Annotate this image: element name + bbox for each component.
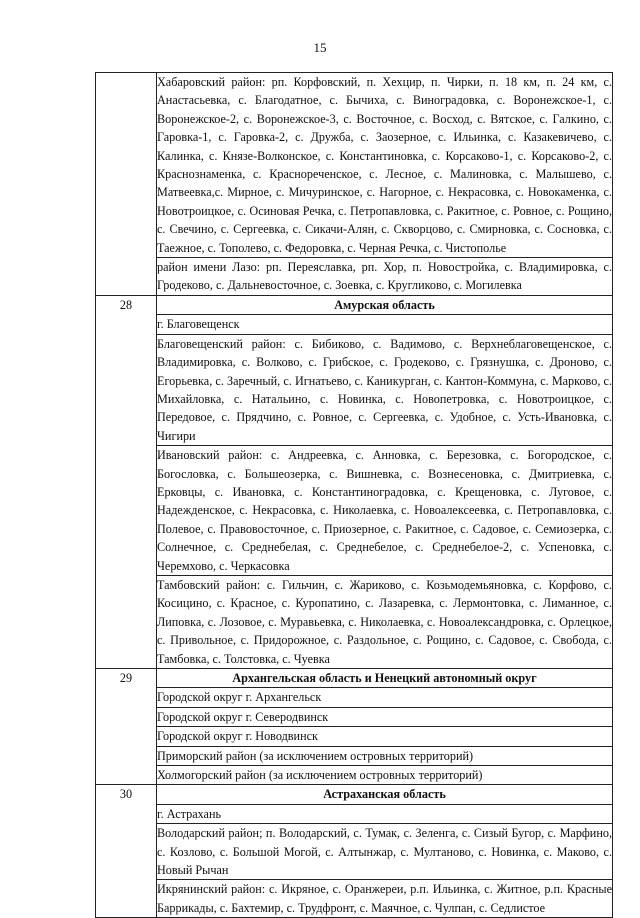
novodvinsk-city-cell: Городской округ г. Новодвинск [157, 727, 613, 746]
region-heading-arkhangelsk: Архангельская область и Ненецкий автономный округ [157, 669, 613, 688]
region-heading-amur: Амурская область [157, 295, 613, 314]
table-row [96, 804, 613, 823]
table-row [96, 258, 613, 296]
row-number-28: 28 [96, 295, 157, 668]
table-row [96, 785, 613, 804]
severodvinsk-city-cell: Городской округ г. Северодвинск [157, 707, 613, 726]
table-row [96, 446, 613, 576]
table-row [96, 575, 613, 668]
blagoveshchensk-city-cell: г. Благовещенск [157, 315, 613, 334]
ivanovsky-district-cell: Ивановский район: с. Андреевка, с. Анновка, с. Березовка, с. Богородское, с. Богословка, с. Большеозерка, с. Вишневка, с. Вознесеновка, с. Дмитриевка, с. Ерковцы, с. Ивановка, с. Константиноградовка, с. Крещеновка, с. Луговое, с. Надежденское, с. Некрасовка, с. Николаевка, с. Новоалексеевка, с. Петропавловка, с. Полевое, с. Правовосточное, с. Приозерное, с. Ракитное, с. Садовое, с. Семиозерка, с. Солнечное, с. Среднебелая, с. Среднебелое, с. Среднебелое-2, с. Успеновка, с. Черемхово, с. Черкасовка [157, 446, 613, 576]
table-row [96, 766, 613, 785]
table-row [96, 746, 613, 765]
ikryaninsky-district-cell: Икрянинский район: с. Икряное, с. Оранжереи, р.п. Ильинка, с. Житное, р.п. Красные Баррикады, с. Бахтемир, с. Трудфронт, с. Маячное, с. Чулпан, с. Седлистое [157, 880, 613, 918]
row-number-cell [96, 73, 157, 296]
lazo-district-cell: район имени Лазо: рп. Переяславка, рп. Хор, п. Новостройка, с. Владимировка, с. Гродеково, с. Дальневосточное, с. Зоевка, с. Кругликово, с. Могилевка [157, 258, 613, 296]
table-row [96, 707, 613, 726]
table-row [96, 727, 613, 746]
kholmogorsky-district-cell: Холмогорский район (за исключением островных территорий) [157, 766, 613, 785]
row-number-30: 30 [96, 785, 157, 918]
table-row [96, 334, 613, 445]
table-row [96, 73, 613, 258]
page-number: 15 [313, 40, 327, 55]
astrakhan-city-cell: г. Астрахань [157, 804, 613, 823]
table-row [96, 880, 613, 918]
arkhangelsk-city-cell: Городской округ г. Архангельск [157, 688, 613, 707]
tambovsky-district-cell: Тамбовский район: с. Гильчин, с. Жариково, с. Козьмодемьяновка, с. Корфово, с. Косицино, с. Красное, с. Куропатино, с. Лазаревка, с. Лермонтовка, с. Лиманное, с. Липовка, с. Лозовое, с. Муравьевка, с. Николаевка, с. Новоалександровка, с. Орлецкое, с. Привольное, с. Придорожное, с. Раздольное, с. Рощино, с. Садовое, с. Свобода, с. Тамбовка, с. Толстовка, с. Чуевка [157, 575, 613, 668]
table-row [96, 669, 613, 688]
region-heading-astrakhan: Астраханская область [157, 785, 613, 804]
row-number-29: 29 [96, 669, 157, 785]
settlements-table [95, 72, 613, 918]
blagoveshchensk-district-cell: Благовещенский район: с. Бибиково, с. Вадимово, с. Верхнеблаговещенское, с. Владимировка, с. Волково, с. Грибское, с. Гродеково, с. Грязнушка, с. Дроново, с. Егорьевка, с. Заречный, с. Игнатьево, с. Каникурган, с. Кантон-Коммуна, с. Марково, с. Михайловка, с. Натальино, с. Новинка, с. Новопетровка, с. Новотроицкое, с. Передовое, с. Прядчино, с. Ровное, с. Сергеевка, с. Удобное, с. Усть-Ивановка, с. Чигири [157, 334, 613, 445]
volodarsky-district-cell: Володарский район; п. Володарский, с. Тумак, с. Зеленга, с. Сизый Бугор, с. Марфино, с. Козлово, с. Большой Могой, с. Алтынжар, с. Мултаново, с. Новинка, с. Маково, с. Новый Рычан [157, 824, 613, 880]
primorsky-district-cell: Приморский район (за исключением островных территорий) [157, 746, 613, 765]
table-row [96, 295, 613, 314]
table-row [96, 315, 613, 334]
table-row [96, 688, 613, 707]
table-row [96, 824, 613, 880]
khabarovsk-district-cell: Хабаровский район: рп. Корфовский, п. Хехцир, п. Чирки, п. 18 км, п. 24 км, с. Анастасьевка, с. Благодатное, с. Бычиха, с. Виноградовка, с. Воронежское-1, с. Воронежское-2, с. Воронежское-3, с. Восточное, с. Восход, с. Вятское, с. Галкино, с. Гаровка-1, с. Гаровка-2, с. Дружба, с. Заозерное, с. Ильинка, с. Казакевичево, с. Калинка, с. Князе-Волконское, с. Константиновка, с. Корсаково-1, с. Корсаково-2, с. Краснознаменка, с. Краснореченское, с. Лесное, с. Малиновка, с. Малышево, с. Матвеевка,с. Мирное, с. Мичуринское, с. Нагорное, с. Некрасовка, с. Новокаменка, с. Новотроицкое, с. Осиновая Речка, с. Петропавловка, с. Ракитное, с. Ровное, с. Рощино, с. Свечино, с. Сергеевка, с. Сикачи-Алян, с. Скворцово, с. Смирновка, с. Сосновка, с. Таежное, с. Тополево, с. Федоровка, с. Черная Речка, с. Чистополье [157, 73, 613, 258]
